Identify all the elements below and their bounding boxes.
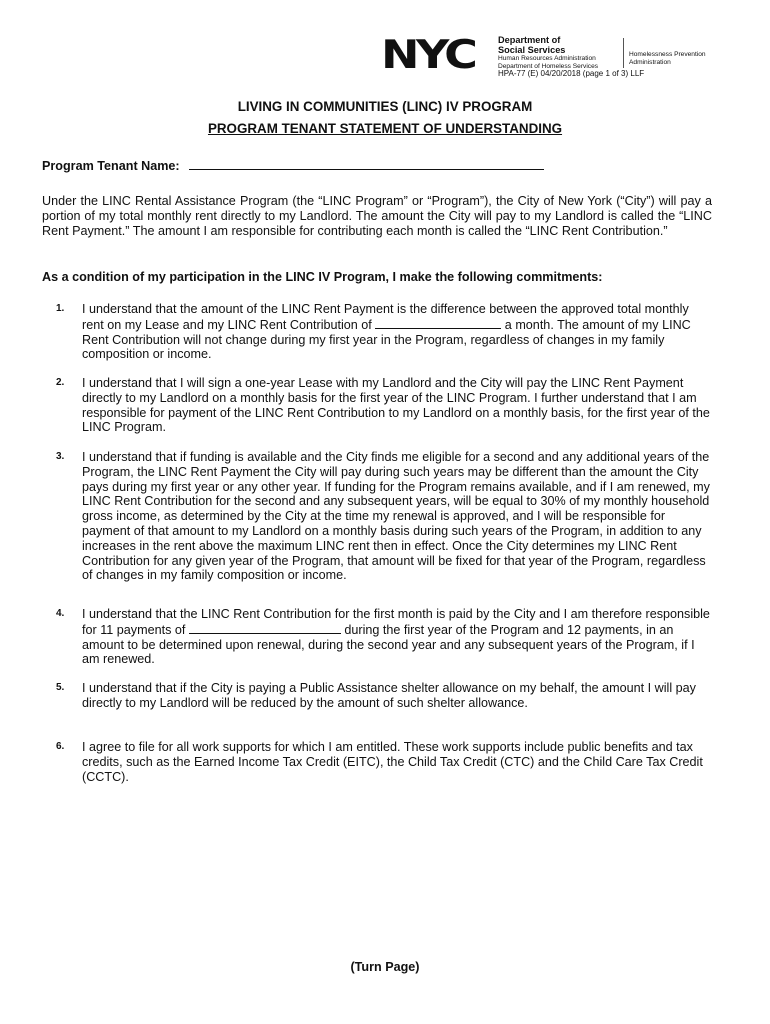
hpa-line-2: Administration: [629, 58, 671, 66]
payment-amount-blank[interactable]: [189, 622, 341, 634]
item-number: 3.: [56, 451, 65, 462]
item-text: [82, 302, 710, 362]
item-text: I understand that I will sign a one-year Lease with my Landlord and the City will pay the LINC Rent Payment directly to my Landlord on a monthly basis for the first year of the LINC Program. I further understand that I am responsible for payment of the LINC Rent Contribution to my Landlord on a monthly basis, for the first year of the LINC Program.: [82, 376, 710, 435]
item-number: 6.: [56, 741, 65, 752]
header-divider: [623, 38, 624, 68]
dept-line-2: Social Services: [498, 44, 566, 55]
condition-statement: As a condition of my participation in the LINC IV Program, I make the following commitments:: [42, 270, 603, 284]
rent-contribution-blank[interactable]: [375, 317, 501, 329]
item-number: 5.: [56, 682, 65, 693]
tenant-name-field[interactable]: [189, 157, 544, 170]
item-text-after: during the first year of the Program and 12 payments, in an amount to be determined upon renewal, during the second year and any subsequent years of the Program, if I am renewed.: [82, 622, 695, 667]
agency-block: [498, 36, 598, 71]
sub-agency-line-1: Human Resources Administration: [498, 55, 596, 62]
item-text: I agree to file for all work supports for which I am entitled. These work supports include public benefits and tax credits, such as the Earned Income Tax Credit (EITC), the Child Tax Credit (CTC) and the Child Care Tax Credit (CCTC).: [82, 740, 703, 784]
item-text-before: I understand that the LINC Rent Contribution for the first month is paid by the City and I am therefore responsible for 11 payments of: [82, 607, 710, 637]
item-text-after: a month. The amount of my LINC Rent Contribution will not change during my first year in the Program, regardless of changes in my family composition or income.: [82, 317, 691, 362]
turn-page-note: (Turn Page): [350, 960, 420, 974]
hpa-line-1: Homelessness Prevention: [629, 51, 706, 58]
tenant-name-label: Program Tenant Name:: [42, 159, 180, 173]
item-text-before: I understand that the amount of the LINC Rent Payment is the difference between the approved total monthly rent on my Lease and my LINC Rent Contribution of: [82, 302, 689, 332]
document-subtitle: PROGRAM TENANT STATEMENT OF UNDERSTANDING: [207, 121, 563, 136]
document-title: LIVING IN COMMUNITIES (LINC) IV PROGRAM: [237, 99, 533, 114]
item-number: 1.: [56, 303, 65, 314]
nyc-logo: NYC: [381, 33, 475, 78]
form-number: HPA-77 (E) 04/20/2018 (page 1 of 3) LLF: [498, 69, 645, 78]
item-text: I understand that if the City is paying a Public Assistance shelter allowance on my behalf, the amount I will pay directly to my Landlord will be reduced by the amount of such shelter allowance.: [82, 681, 696, 710]
item-text: [82, 607, 710, 667]
item-text: I understand that if funding is available and the City finds me eligible for a second and any additional years of the Program, the LINC Rent Payment the City will pay during such years may be different than the amount the City pays during my first year or any other year. If funding for the Program remains available, and if I am renewed, my LINC Rent Contribution for the second and any subsequent years, will be equal to 30% of my monthly household gross income, as determined by the City at the time my renewal is approved, and I will be responsible for payment of that amount to my Landlord on a monthly basis during such years of the Program, in addition to any increases in the rent above the maximum LINC rent then in effect. Once the City determines my LINC Rent Contribution for any given year of the Program, that amount will be fixed for that year of the Program, regardless of changes in my family composition or income.: [82, 450, 710, 583]
item-number: 2.: [56, 377, 65, 388]
hpa-block: [629, 51, 706, 67]
sub-agency-line-2: Department of Homeless Services: [498, 62, 599, 70]
item-number: 4.: [56, 608, 65, 619]
agency-header: [381, 33, 741, 86]
tenant-name-row: [42, 157, 544, 173]
intro-paragraph: Under the LINC Rental Assistance Program (the “LINC Program” or “Program”), the City of New York (“City”) will pay a portion of my total monthly rent directly to my Landlord. The amount the City will pay to my Landlord is called the “LINC Rent Payment.” The amount I am responsible for contributing each month is called the “LINC Rent Contribution.”: [42, 194, 712, 238]
dept-line-1: Department of: [498, 35, 561, 45]
